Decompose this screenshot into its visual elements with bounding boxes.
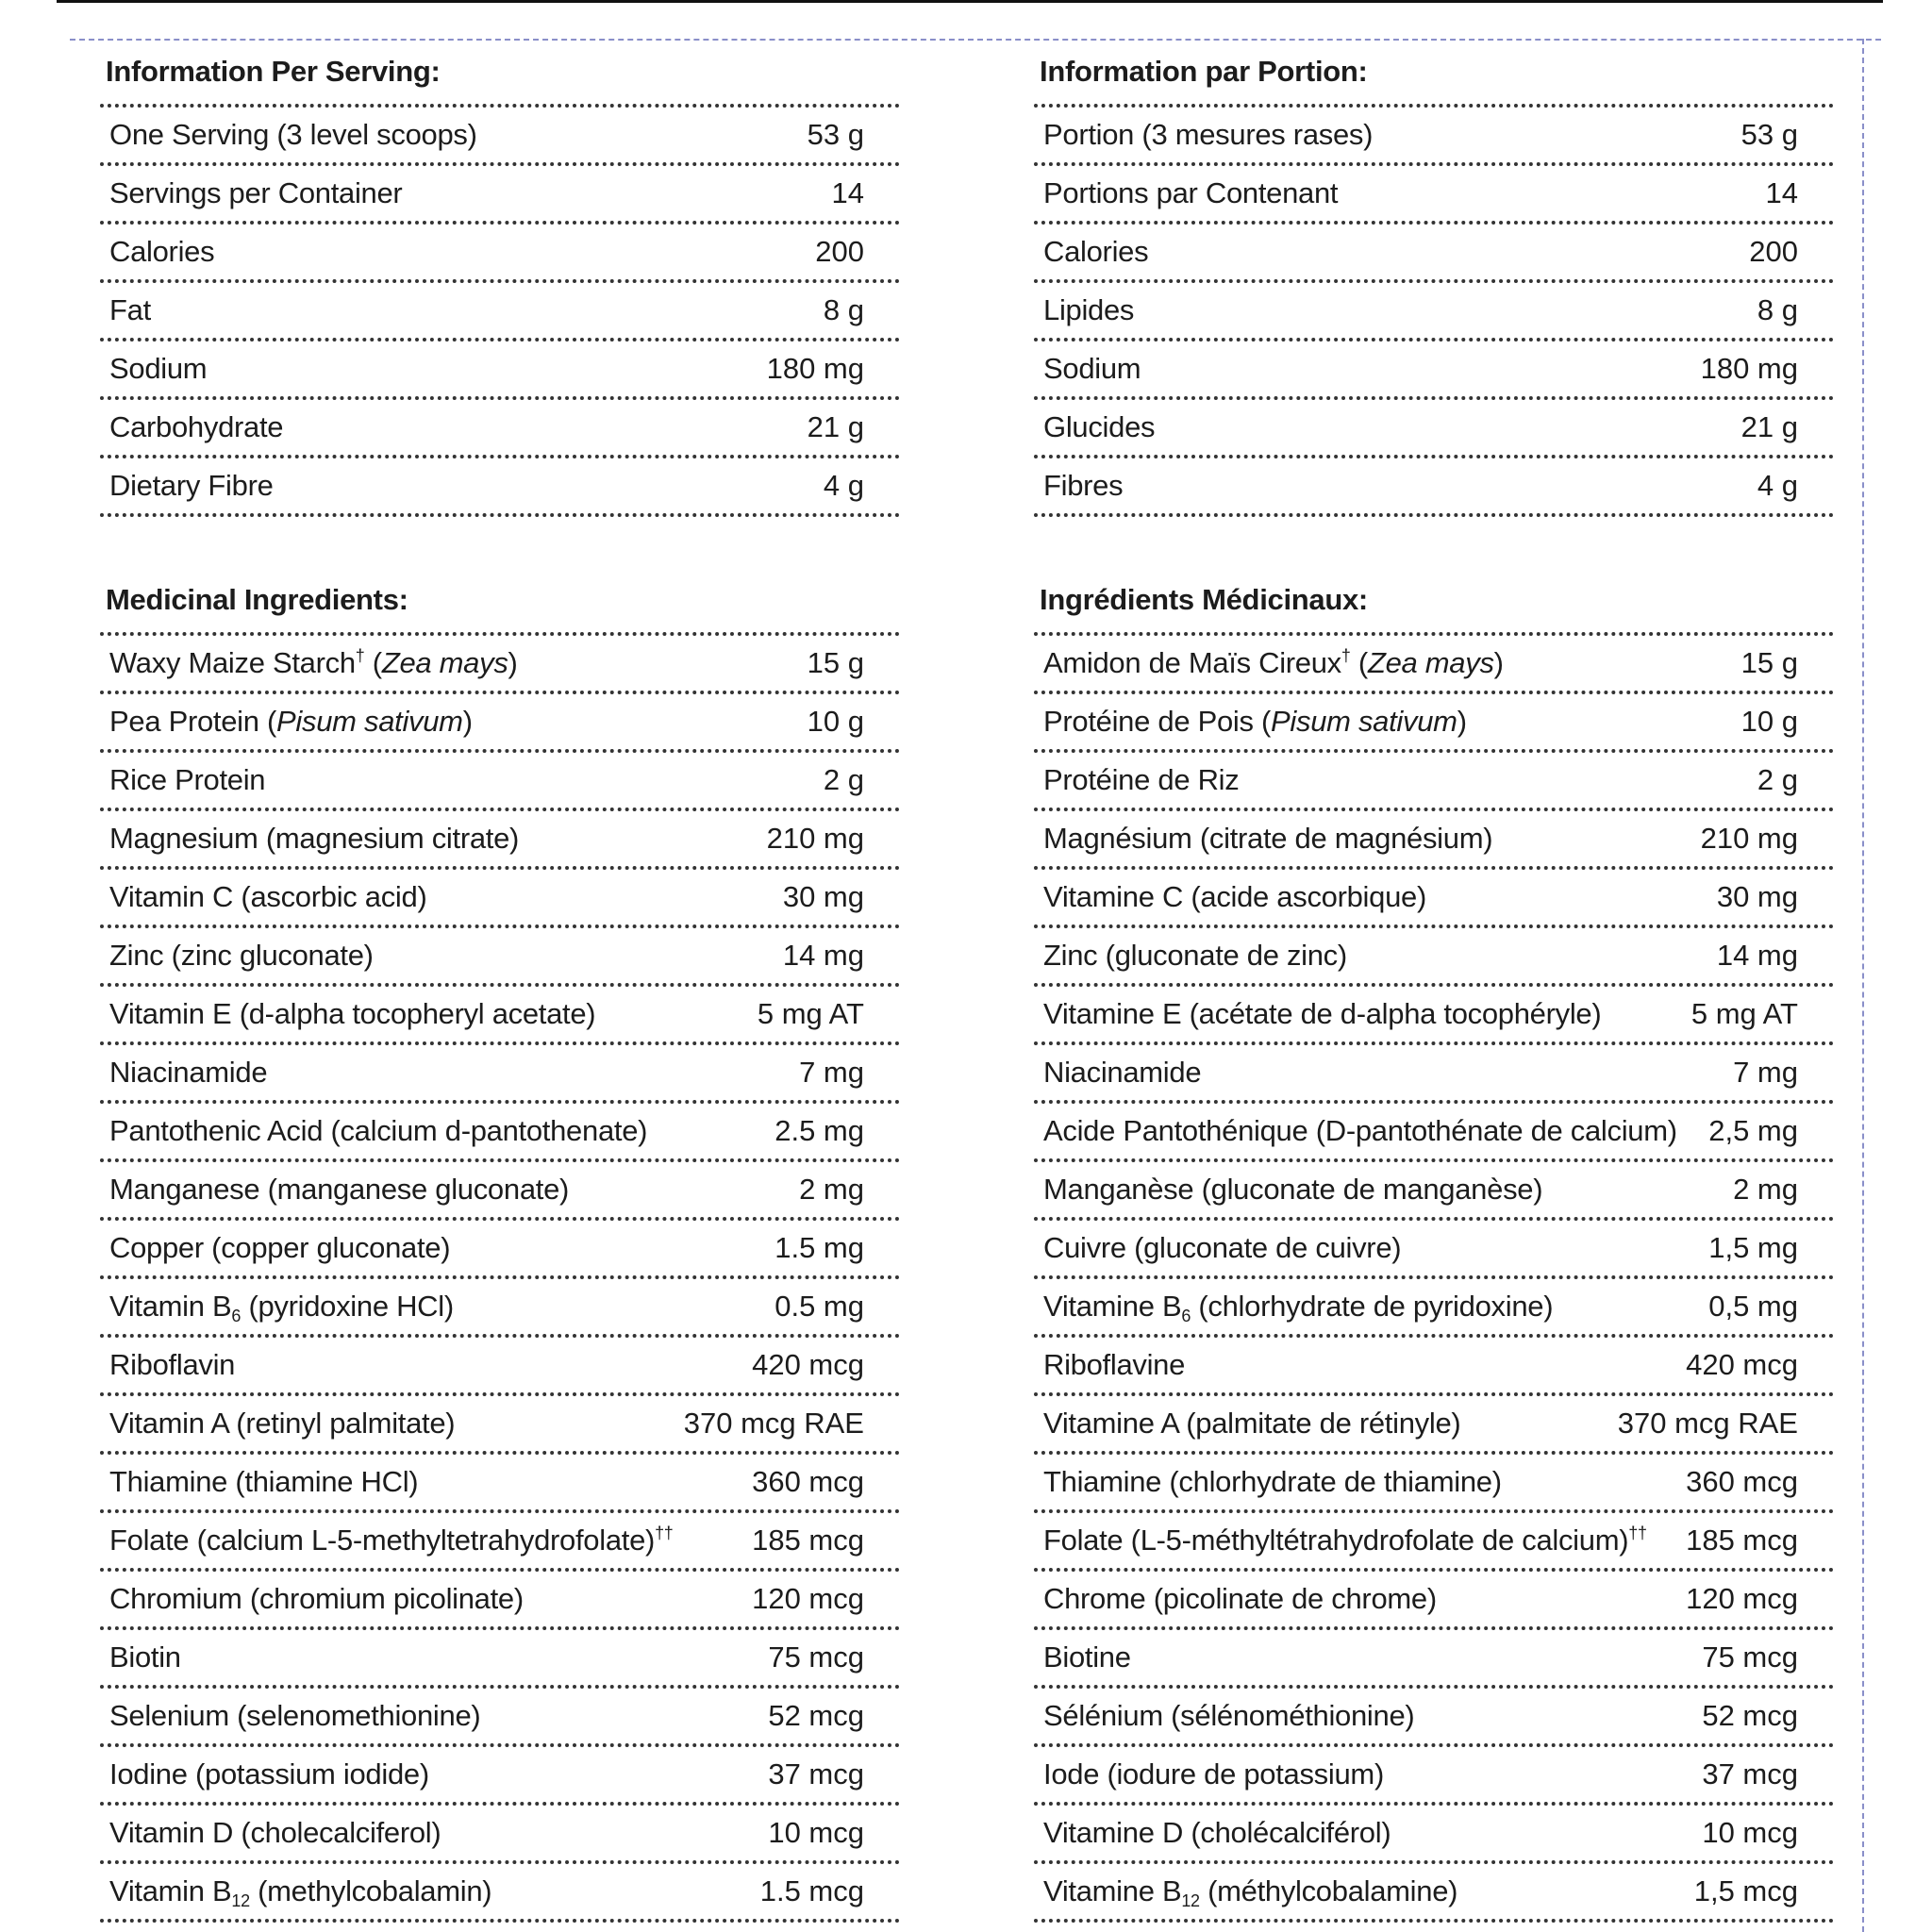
- table-row: [100, 1104, 900, 1162]
- ingredient-name: [109, 469, 274, 503]
- ingredient-name: [1043, 1524, 1647, 1557]
- ingredient-amount: 2,5 mg: [1708, 1114, 1798, 1147]
- ingredient-name: [1043, 352, 1141, 386]
- ingredient-amount: 2 g: [1757, 763, 1798, 796]
- ingredient-name: [1043, 410, 1155, 444]
- name-text: Fat: [109, 293, 151, 326]
- table-row: [100, 225, 900, 283]
- ingredient-amount: 52 mcg: [768, 1699, 864, 1732]
- name-text: Pea Protein: [109, 705, 259, 738]
- ingredient-name: [1043, 1231, 1401, 1265]
- dashed-divider-top: [70, 39, 1881, 41]
- subscript: 12: [231, 1891, 250, 1910]
- table-row: [100, 1455, 900, 1513]
- ingredient-name: [1043, 997, 1601, 1031]
- ingredient-name: [1043, 1816, 1391, 1850]
- ingredient-name: [109, 1348, 235, 1382]
- ingredient-name: [109, 1582, 524, 1616]
- ingredient-name: Protéine de Pois (Pisum sativum): [1043, 705, 1467, 738]
- ingredient-amount: 1,5 mg: [1708, 1231, 1798, 1264]
- ingredient-name: [1043, 1874, 1457, 1908]
- name-text: Portion (3 mesures rases): [1043, 118, 1374, 151]
- ingredient-amount: 2 mg: [1733, 1173, 1798, 1206]
- ingredient-amount: 37 mcg: [1702, 1757, 1798, 1790]
- name-text: Servings per Container: [109, 176, 403, 209]
- top-border-rule: [57, 0, 1883, 3]
- table-row: [100, 987, 900, 1045]
- ingredient-amount: 15 g: [807, 646, 864, 679]
- table-row: [1034, 1572, 1834, 1630]
- ingredient-amount: 0.5 mg: [774, 1290, 864, 1323]
- name-text: Vitamin A (retinyl palmitate): [109, 1407, 456, 1440]
- table-row: [100, 1221, 900, 1279]
- ingredient-name: [1043, 1582, 1437, 1616]
- ingredient-name: [109, 939, 374, 973]
- name-text: Niacinamide: [109, 1056, 268, 1089]
- table-row: [1034, 870, 1834, 928]
- name-suffix: (pyridoxine HCl): [241, 1290, 454, 1323]
- table-row: [1034, 694, 1834, 753]
- ingredient-name: Waxy Maize Starch† (Zea mays): [109, 646, 518, 679]
- table-row: [100, 1747, 900, 1806]
- subscript: 12: [1181, 1891, 1200, 1910]
- ingredient-name: [109, 1641, 181, 1674]
- ingredient-name: [109, 1056, 267, 1090]
- table-row: [1034, 458, 1834, 517]
- table-row: [100, 811, 900, 870]
- table-row: [100, 1279, 900, 1338]
- table-row: [1034, 1747, 1834, 1806]
- ingredient-name: [109, 1114, 647, 1148]
- table-row: [1034, 1513, 1834, 1572]
- ingredient-amount: 21 g: [1740, 410, 1798, 443]
- name-text: Vitamin D (cholecalciferol): [109, 1816, 441, 1849]
- name-text: Dietary Fibre: [109, 469, 274, 502]
- name-text: Vitamin C (ascorbic acid): [109, 880, 427, 913]
- ingredient-amount: 21 g: [807, 410, 864, 443]
- name-text: Glucides: [1043, 410, 1156, 443]
- ingredient-amount: 75 mcg: [768, 1641, 864, 1674]
- table-row: [1034, 1162, 1834, 1221]
- ingredient-name: [1043, 1056, 1201, 1090]
- ingredient-name: [109, 410, 283, 444]
- ingredient-name: [109, 1874, 491, 1908]
- name-text: Protéine de Riz: [1043, 763, 1240, 796]
- medicinal-ingredients-table: [100, 632, 900, 1923]
- ingredient-amount: 1.5 mg: [774, 1231, 864, 1264]
- table-row: [100, 1630, 900, 1689]
- ingredient-name: [1043, 1348, 1185, 1382]
- name-text: Folate (calcium L-5-methyltetrahydrofolate): [109, 1524, 656, 1557]
- ingredient-name: [109, 1699, 480, 1733]
- ingredient-amount: 0,5 mg: [1708, 1290, 1798, 1323]
- ingredient-name: [109, 1231, 450, 1265]
- table-row: [100, 400, 900, 458]
- ingredient-name: [1043, 1173, 1542, 1207]
- table-row: [1034, 1455, 1834, 1513]
- ingredient-amount: 75 mcg: [1702, 1641, 1798, 1674]
- table-row: [1034, 341, 1834, 400]
- name-text: Zinc (zinc gluconate): [109, 939, 374, 972]
- name-text: Sodium: [109, 352, 208, 385]
- name-text: Magnésium (citrate de magnésium): [1043, 822, 1493, 855]
- ingredient-name: [1043, 939, 1347, 973]
- name-text: Vitamine E (acétate de d-alpha tocophéryle): [1043, 997, 1602, 1030]
- table-row: [1034, 400, 1834, 458]
- footnote-marker: †: [1341, 646, 1351, 665]
- table-row: [100, 1162, 900, 1221]
- name-text: Copper (copper gluconate): [109, 1231, 451, 1264]
- ingredient-amount: 370 mcg RAE: [1617, 1407, 1798, 1440]
- table-row: [100, 1338, 900, 1396]
- table-row: [100, 108, 900, 166]
- medicinal-ingredients-title: Medicinal Ingredients:: [106, 583, 408, 616]
- table-row: [1034, 1104, 1834, 1162]
- name-text: Iodine (potassium iodide): [109, 1757, 429, 1790]
- table-row: [1034, 1864, 1834, 1923]
- ingredient-name: [1043, 1407, 1460, 1441]
- name-text: Pantothenic Acid (calcium d-pantothenate): [109, 1114, 648, 1147]
- name-suffix: (methylcobalamin): [249, 1874, 492, 1907]
- table-row: [1034, 1221, 1834, 1279]
- ingredient-amount: 2 g: [823, 763, 864, 796]
- ingredient-amount: 7 mg: [799, 1056, 864, 1089]
- ingredient-name: [1043, 1465, 1502, 1499]
- table-row: [100, 166, 900, 225]
- name-text: Magnesium (magnesium citrate): [109, 822, 520, 855]
- ingredient-amount: 37 mcg: [768, 1757, 864, 1790]
- ingredient-amount: 180 mg: [766, 352, 864, 385]
- table-row: [1034, 1806, 1834, 1864]
- ingredient-name: [109, 1816, 441, 1850]
- serving-info-table-fr: [1034, 104, 1834, 517]
- table-row: [100, 1806, 900, 1864]
- name-text: Vitamin E (d-alpha tocopheryl acetate): [109, 997, 596, 1030]
- table-row: [100, 694, 900, 753]
- name-text: Calories: [109, 235, 215, 268]
- footnote-marker: †: [355, 646, 365, 665]
- ingredient-amount: 53 g: [807, 118, 864, 151]
- ingredient-amount: 370 mcg RAE: [683, 1407, 864, 1440]
- name-text: Calories: [1043, 235, 1149, 268]
- medicinal-ingredients-title-fr: Ingrédients Médicinaux:: [1040, 583, 1368, 616]
- ingredient-name: [109, 1757, 429, 1791]
- ingredient-name: [1043, 1290, 1553, 1324]
- name-text: Vitamin B: [109, 1874, 232, 1907]
- table-row: [100, 1396, 900, 1455]
- table-row: [100, 1572, 900, 1630]
- name-text: Zinc (gluconate de zinc): [1043, 939, 1347, 972]
- name-text: Vitamine D (cholécalciférol): [1043, 1816, 1391, 1849]
- ingredient-amount: 1,5 mcg: [1693, 1874, 1798, 1907]
- name-text: Vitamine B: [1043, 1290, 1182, 1323]
- ingredient-amount: 200: [815, 235, 864, 268]
- name-text: Iode (iodure de potassium): [1043, 1757, 1384, 1790]
- ingredient-amount: 8 g: [1757, 293, 1798, 326]
- ingredient-name: [109, 1407, 455, 1441]
- ingredient-amount: 14: [831, 176, 864, 209]
- ingredient-name: [1043, 293, 1134, 327]
- name-text: Chromium (chromium picolinate): [109, 1582, 524, 1615]
- ingredient-amount: 10 g: [1740, 705, 1798, 738]
- latin-name: Pisum sativum: [276, 705, 463, 738]
- name-text: One Serving (3 level scoops): [109, 118, 477, 151]
- ingredient-amount: 420 mcg: [752, 1348, 864, 1381]
- name-text: Waxy Maize Starch: [109, 646, 356, 679]
- ingredient-amount: 14 mg: [1716, 939, 1798, 972]
- ingredient-amount: 2.5 mg: [774, 1114, 864, 1147]
- table-row: [100, 1689, 900, 1747]
- ingredient-amount: 15 g: [1740, 646, 1798, 679]
- table-row: [1034, 225, 1834, 283]
- ingredient-name: [109, 235, 214, 269]
- ingredient-name: [1043, 469, 1123, 503]
- name-text: Vitamine A (palmitate de rétinyle): [1043, 1407, 1461, 1440]
- ingredient-amount: 52 mcg: [1702, 1699, 1798, 1732]
- serving-info-table: [100, 104, 900, 517]
- name-text: Manganèse (gluconate de manganèse): [1043, 1173, 1543, 1206]
- ingredient-amount: 185 mcg: [1686, 1524, 1798, 1557]
- ingredient-name: [1043, 880, 1426, 914]
- ingredient-amount: 360 mcg: [1686, 1465, 1798, 1498]
- ingredient-amount: 185 mcg: [752, 1524, 864, 1557]
- ingredient-name: Pea Protein (Pisum sativum): [109, 705, 473, 738]
- table-row: [100, 1045, 900, 1104]
- ingredient-amount: 14 mg: [782, 939, 864, 972]
- ingredient-amount: 210 mg: [766, 822, 864, 855]
- ingredient-amount: 4 g: [1757, 469, 1798, 502]
- table-row: [1034, 108, 1834, 166]
- ingredient-name: [1043, 235, 1148, 269]
- subscript: 6: [231, 1307, 242, 1325]
- name-text: Biotin: [109, 1641, 181, 1674]
- name-suffix: (méthylcobalamine): [1199, 1874, 1458, 1907]
- ingredient-amount: 200: [1749, 235, 1798, 268]
- ingredient-name: [1043, 1699, 1414, 1733]
- ingredient-amount: 5 mg AT: [757, 997, 864, 1030]
- name-text: Biotine: [1043, 1641, 1131, 1674]
- ingredient-name: Amidon de Maïs Cireux† (Zea mays): [1043, 646, 1504, 679]
- name-text: Fibres: [1043, 469, 1124, 502]
- table-row: [100, 636, 900, 694]
- serving-info-title-fr: Information par Portion:: [1040, 55, 1368, 88]
- table-row: [100, 870, 900, 928]
- ingredient-name: [109, 1290, 454, 1324]
- table-row: [1034, 1045, 1834, 1104]
- ingredient-amount: 210 mg: [1700, 822, 1798, 855]
- ingredient-amount: 30 mg: [782, 880, 864, 913]
- name-text: Sélénium (sélénométhionine): [1043, 1699, 1415, 1732]
- ingredient-name: [109, 880, 426, 914]
- table-row: [1034, 753, 1834, 811]
- subscript: 6: [1181, 1307, 1191, 1325]
- table-row: [1034, 283, 1834, 341]
- name-text: Manganese (manganese gluconate): [109, 1173, 570, 1206]
- name-text: Rice Protein: [109, 763, 266, 796]
- name-text: Cuivre (gluconate de cuivre): [1043, 1231, 1402, 1264]
- name-text: Riboflavine: [1043, 1348, 1186, 1381]
- table-row: [100, 1513, 900, 1572]
- name-text: Carbohydrate: [109, 410, 284, 443]
- name-text: Portions par Contenant: [1043, 176, 1339, 209]
- ingredient-amount: 5 mg AT: [1690, 997, 1798, 1030]
- ingredient-amount: 2 mg: [799, 1173, 864, 1206]
- name-text: Chrome (picolinate de chrome): [1043, 1582, 1437, 1615]
- ingredient-amount: 10 mcg: [1702, 1816, 1798, 1849]
- ingredient-name: [109, 352, 207, 386]
- english-column: [100, 47, 900, 1923]
- name-text: Protéine de Pois: [1043, 705, 1254, 738]
- name-text: Lipides: [1043, 293, 1135, 326]
- name-text: Vitamine B: [1043, 1874, 1182, 1907]
- ingredient-amount: 10 g: [807, 705, 864, 738]
- table-row: [100, 928, 900, 987]
- table-row: [1034, 1689, 1834, 1747]
- ingredient-amount: 30 mg: [1716, 880, 1798, 913]
- name-text: Riboflavin: [109, 1348, 236, 1381]
- latin-name: Zea mays: [1367, 646, 1494, 679]
- table-row: [1034, 166, 1834, 225]
- table-row: [1034, 636, 1834, 694]
- table-row: [100, 753, 900, 811]
- ingredient-amount: 8 g: [823, 293, 864, 326]
- footnote-marker: ††: [1628, 1524, 1647, 1542]
- ingredient-name: [1043, 822, 1492, 856]
- name-text: Selenium (selenomethionine): [109, 1699, 481, 1732]
- ingredient-name: [109, 293, 151, 327]
- name-text: Niacinamide: [1043, 1056, 1202, 1089]
- table-row: [1034, 987, 1834, 1045]
- table-row: [1034, 1338, 1834, 1396]
- table-row: [1034, 1279, 1834, 1338]
- ingredient-amount: 14: [1765, 176, 1798, 209]
- dashed-divider-right: [1862, 39, 1864, 1932]
- ingredient-name: [109, 1173, 569, 1207]
- name-text: Thiamine (thiamine HCl): [109, 1465, 419, 1498]
- name-suffix: (chlorhydrate de pyridoxine): [1191, 1290, 1554, 1323]
- ingredient-amount: 4 g: [823, 469, 864, 502]
- medicinal-ingredients-table-fr: [1034, 632, 1834, 1923]
- latin-name: Zea mays: [381, 646, 508, 679]
- table-row: [1034, 1630, 1834, 1689]
- ingredient-name: [109, 176, 402, 210]
- ingredient-name: [1043, 763, 1239, 797]
- table-row: [100, 458, 900, 517]
- serving-info-title: Information Per Serving:: [106, 55, 441, 88]
- name-text: Amidon de Maïs Cireux: [1043, 646, 1341, 679]
- name-text: Vitamine C (acide ascorbique): [1043, 880, 1426, 913]
- table-row: [1034, 811, 1834, 870]
- ingredient-amount: 1.5 mcg: [759, 1874, 864, 1907]
- ingredient-amount: 120 mcg: [752, 1582, 864, 1615]
- ingredient-name: [109, 763, 265, 797]
- table-row: [100, 341, 900, 400]
- latin-name: Pisum sativum: [1271, 705, 1457, 738]
- ingredient-amount: 7 mg: [1733, 1056, 1798, 1089]
- ingredient-name: [109, 822, 519, 856]
- ingredient-name: [109, 118, 477, 152]
- ingredient-name: [109, 997, 595, 1031]
- french-column: [1034, 47, 1834, 1923]
- name-text: Folate (L-5-méthyltétrahydrofolate de calcium): [1043, 1524, 1629, 1557]
- table-row: [1034, 928, 1834, 987]
- ingredient-name: [109, 1524, 673, 1557]
- ingredient-amount: 120 mcg: [1686, 1582, 1798, 1615]
- footnote-marker: ††: [655, 1524, 674, 1542]
- ingredient-amount: 180 mg: [1700, 352, 1798, 385]
- table-row: [100, 283, 900, 341]
- ingredient-amount: 10 mcg: [768, 1816, 864, 1849]
- ingredient-name: [109, 1465, 418, 1499]
- ingredient-name: [1043, 1114, 1677, 1148]
- ingredient-name: [1043, 118, 1373, 152]
- ingredient-name: [1043, 1641, 1131, 1674]
- name-text: Acide Pantothénique (D-pantothénate de calcium): [1043, 1114, 1677, 1147]
- ingredient-name: [1043, 176, 1338, 210]
- ingredient-amount: 53 g: [1740, 118, 1798, 151]
- ingredient-amount: 360 mcg: [752, 1465, 864, 1498]
- ingredient-name: [1043, 1757, 1384, 1791]
- name-text: Sodium: [1043, 352, 1141, 385]
- table-row: [100, 1864, 900, 1923]
- name-text: Vitamin B: [109, 1290, 232, 1323]
- name-text: Thiamine (chlorhydrate de thiamine): [1043, 1465, 1502, 1498]
- table-row: [1034, 1396, 1834, 1455]
- ingredient-amount: 420 mcg: [1686, 1348, 1798, 1381]
